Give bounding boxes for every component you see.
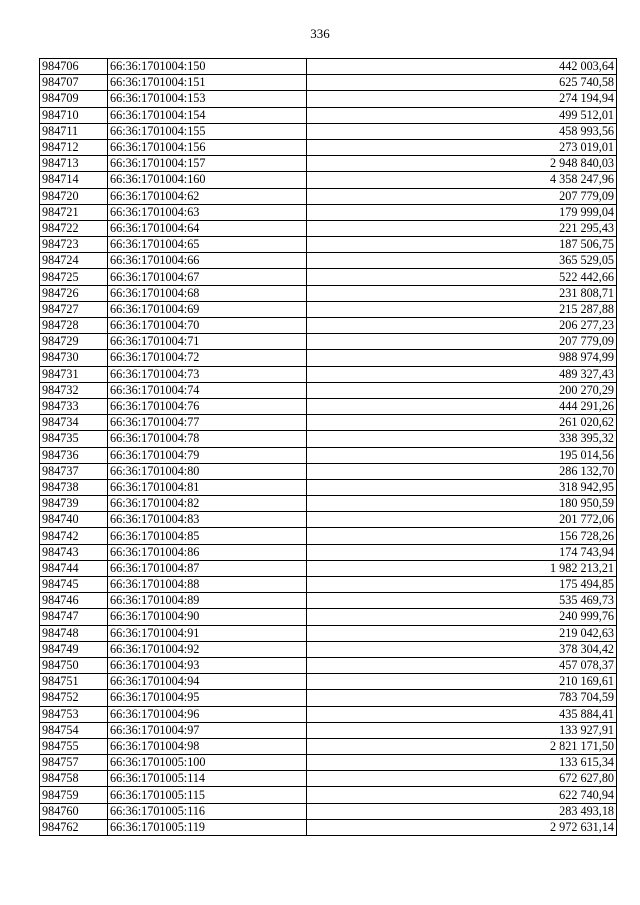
table-row bbox=[40, 431, 617, 447]
cadastral-number-cell: 66:36:1701004:92 bbox=[108, 641, 307, 657]
cadastral-number-cell: 66:36:1701004:150 bbox=[108, 59, 307, 75]
cadastral-number-cell: 66:36:1701004:74 bbox=[108, 382, 307, 398]
record-id-cell: 984745 bbox=[40, 577, 108, 593]
record-id-cell: 984738 bbox=[40, 479, 108, 495]
table-row bbox=[40, 334, 617, 350]
table-row bbox=[40, 204, 617, 220]
record-id-cell: 984727 bbox=[40, 301, 108, 317]
value-cell: 207 779,09 bbox=[307, 188, 617, 204]
table-row bbox=[40, 285, 617, 301]
value-cell: 442 003,64 bbox=[307, 59, 617, 75]
value-cell: 2 972 631,14 bbox=[307, 819, 617, 835]
record-id-cell: 984743 bbox=[40, 544, 108, 560]
cadastral-number-cell: 66:36:1701004:77 bbox=[108, 415, 307, 431]
table-row bbox=[40, 220, 617, 236]
cadastral-number-cell: 66:36:1701004:90 bbox=[108, 609, 307, 625]
register-table-body bbox=[40, 59, 617, 836]
cadastral-number-cell: 66:36:1701005:100 bbox=[108, 755, 307, 771]
table-row bbox=[40, 91, 617, 107]
record-id-cell: 984758 bbox=[40, 771, 108, 787]
table-row bbox=[40, 479, 617, 495]
record-id-cell: 984714 bbox=[40, 172, 108, 188]
value-cell: 2 821 171,50 bbox=[307, 738, 617, 754]
cadastral-number-cell: 66:36:1701004:87 bbox=[108, 560, 307, 576]
table-row bbox=[40, 156, 617, 172]
value-cell: 535 469,73 bbox=[307, 593, 617, 609]
value-cell: 175 494,85 bbox=[307, 577, 617, 593]
value-cell: 489 327,43 bbox=[307, 366, 617, 382]
record-id-cell: 984744 bbox=[40, 560, 108, 576]
table-row bbox=[40, 123, 617, 139]
record-id-cell: 984735 bbox=[40, 431, 108, 447]
record-id-cell: 984737 bbox=[40, 463, 108, 479]
value-cell: 215 287,88 bbox=[307, 301, 617, 317]
record-id-cell: 984734 bbox=[40, 415, 108, 431]
value-cell: 338 395,32 bbox=[307, 431, 617, 447]
value-cell: 210 169,61 bbox=[307, 674, 617, 690]
cadastral-number-cell: 66:36:1701004:64 bbox=[108, 220, 307, 236]
table-row bbox=[40, 301, 617, 317]
table-row bbox=[40, 690, 617, 706]
table-row bbox=[40, 398, 617, 414]
table-row bbox=[40, 722, 617, 738]
table-row bbox=[40, 706, 617, 722]
value-cell: 444 291,26 bbox=[307, 398, 617, 414]
table-row bbox=[40, 641, 617, 657]
table-row bbox=[40, 75, 617, 91]
table-row bbox=[40, 350, 617, 366]
record-id-cell: 984760 bbox=[40, 803, 108, 819]
cadastral-number-cell: 66:36:1701004:151 bbox=[108, 75, 307, 91]
table-row bbox=[40, 771, 617, 787]
table-row bbox=[40, 463, 617, 479]
value-cell: 378 304,42 bbox=[307, 641, 617, 657]
record-id-cell: 984736 bbox=[40, 447, 108, 463]
register-table bbox=[39, 58, 617, 836]
value-cell: 283 493,18 bbox=[307, 803, 617, 819]
value-cell: 174 743,94 bbox=[307, 544, 617, 560]
cadastral-number-cell: 66:36:1701004:79 bbox=[108, 447, 307, 463]
record-id-cell: 984724 bbox=[40, 253, 108, 269]
record-id-cell: 984732 bbox=[40, 382, 108, 398]
table-row bbox=[40, 253, 617, 269]
table-row bbox=[40, 269, 617, 285]
table-row bbox=[40, 382, 617, 398]
record-id-cell: 984731 bbox=[40, 366, 108, 382]
cadastral-number-cell: 66:36:1701004:98 bbox=[108, 738, 307, 754]
cadastral-number-cell: 66:36:1701004:68 bbox=[108, 285, 307, 301]
record-id-cell: 984762 bbox=[40, 819, 108, 835]
value-cell: 1 982 213,21 bbox=[307, 560, 617, 576]
value-cell: 133 615,34 bbox=[307, 755, 617, 771]
record-id-cell: 984742 bbox=[40, 528, 108, 544]
cadastral-number-cell: 66:36:1701004:80 bbox=[108, 463, 307, 479]
record-id-cell: 984711 bbox=[40, 123, 108, 139]
table-row bbox=[40, 59, 617, 75]
record-id-cell: 984747 bbox=[40, 609, 108, 625]
cadastral-number-cell: 66:36:1701004:154 bbox=[108, 107, 307, 123]
record-id-cell: 984721 bbox=[40, 204, 108, 220]
table-row bbox=[40, 139, 617, 155]
cadastral-number-cell: 66:36:1701004:95 bbox=[108, 690, 307, 706]
cadastral-number-cell: 66:36:1701004:89 bbox=[108, 593, 307, 609]
cadastral-number-cell: 66:36:1701004:160 bbox=[108, 172, 307, 188]
value-cell: 207 779,09 bbox=[307, 334, 617, 350]
value-cell: 231 808,71 bbox=[307, 285, 617, 301]
value-cell: 206 277,23 bbox=[307, 318, 617, 334]
cadastral-number-cell: 66:36:1701004:66 bbox=[108, 253, 307, 269]
cadastral-number-cell: 66:36:1701004:78 bbox=[108, 431, 307, 447]
table-row bbox=[40, 577, 617, 593]
value-cell: 219 042,63 bbox=[307, 625, 617, 641]
table-row bbox=[40, 447, 617, 463]
record-id-cell: 984709 bbox=[40, 91, 108, 107]
cadastral-number-cell: 66:36:1701005:116 bbox=[108, 803, 307, 819]
value-cell: 274 194,94 bbox=[307, 91, 617, 107]
cadastral-number-cell: 66:36:1701004:88 bbox=[108, 577, 307, 593]
table-row bbox=[40, 544, 617, 560]
value-cell: 365 529,05 bbox=[307, 253, 617, 269]
cadastral-number-cell: 66:36:1701004:93 bbox=[108, 657, 307, 673]
value-cell: 783 704,59 bbox=[307, 690, 617, 706]
table-row bbox=[40, 366, 617, 382]
table-row bbox=[40, 318, 617, 334]
cadastral-number-cell: 66:36:1701004:72 bbox=[108, 350, 307, 366]
record-id-cell: 984713 bbox=[40, 156, 108, 172]
value-cell: 195 014,56 bbox=[307, 447, 617, 463]
value-cell: 200 270,29 bbox=[307, 382, 617, 398]
record-id-cell: 984730 bbox=[40, 350, 108, 366]
table-row bbox=[40, 787, 617, 803]
value-cell: 156 728,26 bbox=[307, 528, 617, 544]
record-id-cell: 984753 bbox=[40, 706, 108, 722]
table-row bbox=[40, 172, 617, 188]
record-id-cell: 984725 bbox=[40, 269, 108, 285]
table-row bbox=[40, 512, 617, 528]
record-id-cell: 984750 bbox=[40, 657, 108, 673]
record-id-cell: 984722 bbox=[40, 220, 108, 236]
record-id-cell: 984712 bbox=[40, 139, 108, 155]
table-row bbox=[40, 674, 617, 690]
record-id-cell: 984710 bbox=[40, 107, 108, 123]
page-number: 336 bbox=[310, 26, 330, 41]
record-id-cell: 984723 bbox=[40, 237, 108, 253]
record-id-cell: 984739 bbox=[40, 496, 108, 512]
value-cell: 179 999,04 bbox=[307, 204, 617, 220]
record-id-cell: 984754 bbox=[40, 722, 108, 738]
cadastral-number-cell: 66:36:1701004:81 bbox=[108, 479, 307, 495]
cadastral-number-cell: 66:36:1701004:69 bbox=[108, 301, 307, 317]
table-row bbox=[40, 625, 617, 641]
cadastral-number-cell: 66:36:1701004:63 bbox=[108, 204, 307, 220]
record-id-cell: 984757 bbox=[40, 755, 108, 771]
cadastral-number-cell: 66:36:1701004:156 bbox=[108, 139, 307, 155]
cadastral-number-cell: 66:36:1701004:157 bbox=[108, 156, 307, 172]
cadastral-number-cell: 66:36:1701004:94 bbox=[108, 674, 307, 690]
value-cell: 2 948 840,03 bbox=[307, 156, 617, 172]
table-row bbox=[40, 188, 617, 204]
record-id-cell: 984720 bbox=[40, 188, 108, 204]
cadastral-number-cell: 66:36:1701004:91 bbox=[108, 625, 307, 641]
table-row bbox=[40, 415, 617, 431]
record-id-cell: 984706 bbox=[40, 59, 108, 75]
cadastral-number-cell: 66:36:1701004:71 bbox=[108, 334, 307, 350]
record-id-cell: 984755 bbox=[40, 738, 108, 754]
cadastral-number-cell: 66:36:1701004:96 bbox=[108, 706, 307, 722]
cadastral-number-cell: 66:36:1701004:70 bbox=[108, 318, 307, 334]
record-id-cell: 984728 bbox=[40, 318, 108, 334]
record-id-cell: 984733 bbox=[40, 398, 108, 414]
record-id-cell: 984746 bbox=[40, 593, 108, 609]
value-cell: 286 132,70 bbox=[307, 463, 617, 479]
record-id-cell: 984726 bbox=[40, 285, 108, 301]
table-row bbox=[40, 738, 617, 754]
table-row bbox=[40, 609, 617, 625]
table-row bbox=[40, 528, 617, 544]
record-id-cell: 984740 bbox=[40, 512, 108, 528]
cadastral-number-cell: 66:36:1701004:83 bbox=[108, 512, 307, 528]
table-row bbox=[40, 657, 617, 673]
record-id-cell: 984752 bbox=[40, 690, 108, 706]
value-cell: 201 772,06 bbox=[307, 512, 617, 528]
value-cell: 458 993,56 bbox=[307, 123, 617, 139]
value-cell: 988 974,99 bbox=[307, 350, 617, 366]
cadastral-number-cell: 66:36:1701004:76 bbox=[108, 398, 307, 414]
value-cell: 318 942,95 bbox=[307, 479, 617, 495]
value-cell: 180 950,59 bbox=[307, 496, 617, 512]
value-cell: 273 019,01 bbox=[307, 139, 617, 155]
cadastral-number-cell: 66:36:1701004:85 bbox=[108, 528, 307, 544]
value-cell: 522 442,66 bbox=[307, 269, 617, 285]
record-id-cell: 984749 bbox=[40, 641, 108, 657]
value-cell: 435 884,41 bbox=[307, 706, 617, 722]
cadastral-number-cell: 66:36:1701004:86 bbox=[108, 544, 307, 560]
table-row bbox=[40, 237, 617, 253]
value-cell: 672 627,80 bbox=[307, 771, 617, 787]
record-id-cell: 984759 bbox=[40, 787, 108, 803]
table-row bbox=[40, 803, 617, 819]
value-cell: 240 999,76 bbox=[307, 609, 617, 625]
cadastral-number-cell: 66:36:1701004:153 bbox=[108, 91, 307, 107]
record-id-cell: 984748 bbox=[40, 625, 108, 641]
cadastral-number-cell: 66:36:1701004:73 bbox=[108, 366, 307, 382]
value-cell: 625 740,58 bbox=[307, 75, 617, 91]
cadastral-number-cell: 66:36:1701004:65 bbox=[108, 237, 307, 253]
value-cell: 622 740,94 bbox=[307, 787, 617, 803]
record-id-cell: 984751 bbox=[40, 674, 108, 690]
table-row bbox=[40, 560, 617, 576]
cadastral-number-cell: 66:36:1701004:97 bbox=[108, 722, 307, 738]
table-row bbox=[40, 107, 617, 123]
value-cell: 261 020,62 bbox=[307, 415, 617, 431]
value-cell: 457 078,37 bbox=[307, 657, 617, 673]
cadastral-number-cell: 66:36:1701005:115 bbox=[108, 787, 307, 803]
table-row bbox=[40, 593, 617, 609]
table-row bbox=[40, 755, 617, 771]
record-id-cell: 984707 bbox=[40, 75, 108, 91]
cadastral-number-cell: 66:36:1701004:67 bbox=[108, 269, 307, 285]
table-row bbox=[40, 496, 617, 512]
value-cell: 133 927,91 bbox=[307, 722, 617, 738]
value-cell: 221 295,43 bbox=[307, 220, 617, 236]
value-cell: 499 512,01 bbox=[307, 107, 617, 123]
value-cell: 4 358 247,96 bbox=[307, 172, 617, 188]
cadastral-number-cell: 66:36:1701005:114 bbox=[108, 771, 307, 787]
cadastral-number-cell: 66:36:1701005:119 bbox=[108, 819, 307, 835]
cadastral-number-cell: 66:36:1701004:155 bbox=[108, 123, 307, 139]
record-id-cell: 984729 bbox=[40, 334, 108, 350]
cadastral-number-cell: 66:36:1701004:82 bbox=[108, 496, 307, 512]
table-row bbox=[40, 819, 617, 835]
value-cell: 187 506,75 bbox=[307, 237, 617, 253]
cadastral-number-cell: 66:36:1701004:62 bbox=[108, 188, 307, 204]
